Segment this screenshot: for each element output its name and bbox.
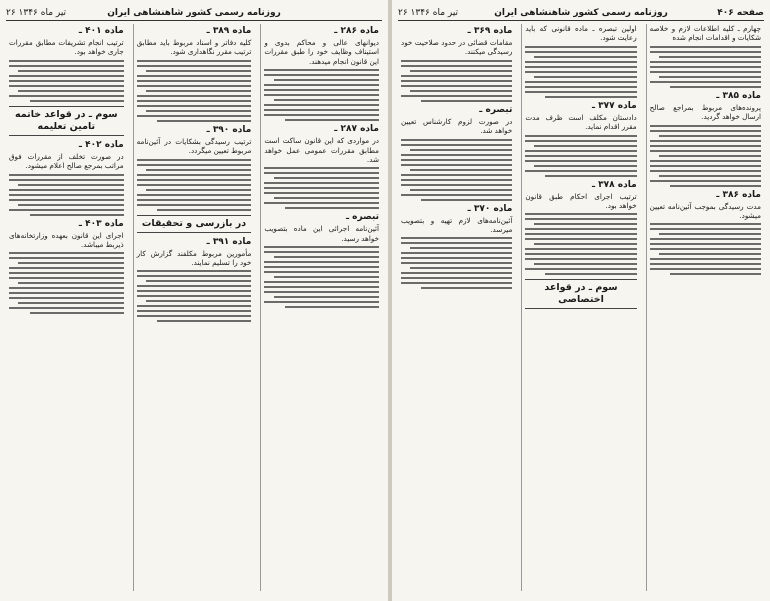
text-line (659, 155, 761, 157)
text-lines (650, 46, 761, 88)
text-line (659, 253, 761, 255)
text-line (9, 297, 124, 299)
text-line (650, 150, 761, 152)
text-line (9, 257, 124, 259)
text-line (650, 81, 761, 83)
article-heading: ماده ۳۷۰ ـ (467, 203, 513, 214)
text-line (525, 91, 636, 93)
text-line (525, 218, 636, 220)
text-lines (401, 139, 512, 201)
text-line (525, 155, 636, 157)
text-line (421, 100, 512, 102)
text-line (274, 296, 379, 298)
text-line (137, 85, 252, 87)
text-lines (650, 125, 761, 187)
text-line (137, 174, 252, 176)
text-line (525, 238, 636, 240)
text-lines (9, 174, 124, 216)
text-line (525, 258, 636, 260)
text-line (534, 76, 636, 78)
text-line (421, 287, 512, 289)
text-line (545, 273, 636, 275)
text-line (18, 302, 123, 304)
text-line (525, 170, 636, 172)
text-line (18, 70, 123, 72)
section-heading: در بازرسی و تحقیقات (137, 215, 252, 233)
text-line (137, 315, 252, 317)
text-line (264, 266, 379, 268)
text-line (401, 60, 512, 62)
article-heading: ماده ۲۸۶ ـ (334, 26, 379, 36)
article-heading: ماده ۳۷۷ ـ (591, 100, 637, 111)
left-page-column-3 (6, 24, 127, 591)
text-line (659, 233, 761, 235)
text-line (670, 86, 761, 88)
text-line (9, 85, 124, 87)
text-line (18, 184, 123, 186)
text-line (274, 256, 379, 258)
text-line (264, 114, 379, 116)
text-line (401, 242, 512, 244)
text-line (30, 100, 124, 102)
text-line (650, 223, 761, 225)
text-line (410, 90, 512, 92)
text-line (264, 286, 379, 288)
text-line (9, 75, 124, 77)
text-line (421, 199, 512, 201)
text-line (525, 150, 636, 152)
text-line (650, 180, 761, 182)
paragraph: در مواردی که این قانون ساکت است مطابق مقررات عمومی عمل خواهد شد. (264, 136, 379, 165)
article-heading: ماده ۳۷۸ ـ (591, 179, 637, 190)
text-line (401, 257, 512, 259)
text-line (401, 75, 512, 77)
article-heading: ماده ۳۸۶ ـ (716, 189, 761, 200)
paragraph: در صورت تخلف از مقررات فوق مراتب بمرجع صالح اعلام میشود. (8, 151, 124, 171)
text-line (650, 130, 761, 132)
text-line (659, 76, 761, 78)
text-line (650, 238, 761, 240)
text-line (264, 182, 379, 184)
text-line (137, 105, 252, 107)
text-line (525, 81, 636, 83)
text-line (650, 243, 761, 245)
text-line (401, 144, 512, 146)
text-line (30, 214, 124, 216)
right-page-column-1 (646, 24, 764, 591)
text-line (137, 275, 252, 277)
text-line (137, 290, 252, 292)
text-lines (525, 46, 636, 98)
right-page (392, 0, 770, 601)
text-line (9, 60, 124, 62)
text-line (525, 228, 636, 230)
text-line (650, 228, 761, 230)
paragraph: پرونده‌های مربوط بمراجع صالح ارسال خواهد گردید. (649, 102, 761, 122)
article-heading: ماده ۲۸۷ ـ (334, 124, 379, 135)
text-line (401, 139, 512, 141)
text-line (401, 184, 512, 186)
text-line (410, 267, 512, 269)
text-line (137, 100, 252, 102)
text-line (274, 99, 379, 101)
right-header-title: روزنامه رسمی کشور شاهنشاهی ایران (494, 8, 668, 18)
text-line (274, 79, 379, 81)
text-lines (401, 237, 512, 289)
text-line (401, 95, 512, 97)
text-line (525, 233, 636, 235)
text-line (401, 164, 512, 166)
text-line (9, 194, 124, 196)
text-line (545, 175, 636, 177)
text-line (545, 96, 636, 98)
text-lines (137, 159, 252, 211)
article-heading: تبصره ـ (345, 212, 379, 223)
article-heading: ماده ۴۰۱ ـ (78, 26, 124, 36)
paragraph: دادستان مکلف است ظرف مدت مقرر اقدام نماید. (525, 112, 637, 132)
text-line (264, 281, 379, 283)
text-line (30, 312, 124, 314)
article-heading: تبصره ـ (479, 104, 513, 115)
text-line (274, 197, 379, 199)
text-line (264, 89, 379, 91)
text-line (525, 135, 636, 137)
text-line (650, 145, 761, 147)
text-line (137, 184, 252, 186)
text-line (401, 154, 512, 156)
text-line (9, 209, 124, 211)
text-line (525, 253, 636, 255)
text-line (9, 252, 124, 254)
text-line (137, 164, 252, 166)
text-line (137, 80, 252, 82)
text-line (9, 80, 124, 82)
text-line (525, 268, 636, 270)
text-line (264, 84, 379, 86)
text-lines (9, 60, 124, 102)
text-line (137, 194, 252, 196)
right-page-column-3 (398, 24, 515, 591)
text-line (264, 261, 379, 263)
text-line (264, 301, 379, 303)
text-line (525, 213, 636, 215)
text-line (659, 175, 761, 177)
text-line (137, 115, 252, 117)
text-line (534, 243, 636, 245)
right-page-column-2 (521, 24, 639, 591)
text-line (9, 174, 124, 176)
text-line (401, 174, 512, 176)
text-line (650, 248, 761, 250)
text-line (401, 179, 512, 181)
text-line (157, 320, 251, 322)
text-line (525, 66, 636, 68)
left-page-column-1 (260, 24, 382, 591)
text-line (650, 125, 761, 127)
paragraph: ترتیب اجرای احکام طبق قانون خواهد بود. (525, 191, 637, 211)
text-line (650, 46, 761, 48)
text-lines (650, 223, 761, 275)
text-line (410, 169, 512, 171)
text-line (157, 120, 251, 122)
text-line (401, 262, 512, 264)
text-line (264, 251, 379, 253)
article-heading: ماده ۳۶۹ ـ (467, 26, 513, 36)
text-line (534, 145, 636, 147)
text-line (9, 272, 124, 274)
text-lines (137, 270, 252, 322)
text-line (137, 285, 252, 287)
article-heading: ماده ۴۰۳ ـ (78, 218, 124, 229)
text-line (146, 189, 251, 191)
text-line (410, 70, 512, 72)
text-lines (264, 69, 379, 121)
text-line (401, 80, 512, 82)
text-line (401, 194, 512, 196)
left-header-date: ۲۶ تیر ماه ۱۳۴۶ (6, 8, 67, 18)
text-line (264, 271, 379, 273)
text-line (534, 223, 636, 225)
text-line (401, 277, 512, 279)
text-line (650, 160, 761, 162)
paragraph: در صورت لزوم کارشناس تعیین خواهد شد. (401, 116, 513, 136)
text-line (659, 135, 761, 137)
text-line (650, 66, 761, 68)
text-line (146, 300, 251, 302)
text-line (146, 169, 251, 171)
paragraph: اولین تبصره ـ ماده قانونی که باید رعایت شود. (525, 24, 637, 43)
text-line (285, 119, 379, 121)
section-heading: سوم ـ در قواعد خاتمه تامین تعلیمه (9, 106, 124, 136)
text-line (285, 306, 379, 308)
article-heading: ماده ۳۸۵ ـ (716, 90, 761, 101)
text-line (9, 179, 124, 181)
text-lines (9, 252, 124, 314)
article-heading: ماده ۳۸۹ ـ (206, 26, 252, 36)
text-line (18, 204, 123, 206)
text-line (650, 165, 761, 167)
text-line (137, 310, 252, 312)
text-line (410, 247, 512, 249)
text-line (137, 270, 252, 272)
text-line (264, 291, 379, 293)
text-line (401, 272, 512, 274)
text-line (9, 189, 124, 191)
paragraph: چهارم ـ کلیه اطلاعات لازم و خلاصه شکایات و اقدامات انجام شده (649, 24, 761, 43)
text-line (650, 170, 761, 172)
text-line (650, 263, 761, 265)
text-line (650, 51, 761, 53)
text-line (650, 268, 761, 270)
text-line (137, 65, 252, 67)
text-line (264, 109, 379, 111)
text-line (146, 70, 251, 72)
text-line (264, 69, 379, 71)
text-line (9, 267, 124, 269)
text-line (525, 51, 636, 53)
right-columns (398, 24, 764, 591)
text-line (650, 140, 761, 142)
paragraph: ترتیب رسیدگی بشکایات در آئین‌نامه مربوط تعیین میگردد. (136, 136, 252, 156)
text-line (410, 149, 512, 151)
text-line (410, 189, 512, 191)
section-heading: سوم ـ در قواعد اختصاصی (525, 279, 636, 309)
text-line (525, 140, 636, 142)
text-line (137, 60, 252, 62)
paragraph: دیوانهای عالی و محاکم بدوی و استیناف وظایف خود را طبق مقررات این قانون انجام میدهند. (264, 38, 379, 66)
text-line (525, 71, 636, 73)
left-page-header (6, 6, 382, 21)
text-line (525, 160, 636, 162)
text-line (137, 295, 252, 297)
text-line (9, 199, 124, 201)
text-line (137, 199, 252, 201)
text-line (9, 287, 124, 289)
text-lines (264, 246, 379, 308)
text-line (137, 95, 252, 97)
text-lines (525, 135, 636, 177)
paragraph: ترتیب انجام تشریفات مطابق مقررات جاری خواهد بود. (8, 38, 124, 57)
text-line (534, 165, 636, 167)
text-line (264, 104, 379, 106)
paragraph: مأمورین مربوط مکلفند گزارش کار خود را تسلیم نمایند. (136, 248, 252, 268)
text-line (534, 263, 636, 265)
text-line (401, 65, 512, 67)
text-line (401, 252, 512, 254)
text-lines (264, 167, 379, 209)
paragraph: مقامات قضائی در حدود صلاحیت خود رسیدگی میکنند. (401, 38, 513, 57)
text-line (137, 305, 252, 307)
text-line (264, 172, 379, 174)
right-page-header (398, 6, 764, 21)
text-line (9, 277, 124, 279)
text-line (525, 86, 636, 88)
text-line (274, 177, 379, 179)
text-line (264, 94, 379, 96)
text-line (18, 90, 123, 92)
text-line (401, 85, 512, 87)
text-lines (401, 60, 512, 102)
text-line (137, 204, 252, 206)
text-line (650, 71, 761, 73)
article-heading: ماده ۳۹۱ ـ (206, 236, 252, 247)
text-line (525, 61, 636, 63)
text-lines (137, 60, 252, 122)
text-line (401, 237, 512, 239)
text-line (650, 61, 761, 63)
text-line (9, 95, 124, 97)
text-line (650, 258, 761, 260)
paragraph: آئین‌نامه اجرائی این ماده بتصویب خواهد رسید. (264, 224, 379, 243)
text-line (264, 187, 379, 189)
text-line (264, 192, 379, 194)
text-line (285, 207, 379, 209)
text-line (18, 282, 123, 284)
right-header-page-number: صفحه ۴۰۶ (717, 8, 764, 18)
paragraph: کلیه دفاتر و اسناد مربوط باید مطابق ترتیب مقرر نگاهداری شود. (136, 38, 252, 57)
text-line (9, 65, 124, 67)
text-line (274, 276, 379, 278)
text-line (401, 159, 512, 161)
left-page-column-2 (133, 24, 255, 591)
text-line (264, 167, 379, 169)
text-line (146, 90, 251, 92)
text-line (264, 74, 379, 76)
article-heading: ماده ۳۹۰ ـ (206, 124, 252, 135)
text-line (146, 280, 251, 282)
text-line (525, 46, 636, 48)
text-line (146, 110, 251, 112)
article-heading: ماده ۴۰۲ ـ (78, 139, 124, 150)
text-line (525, 248, 636, 250)
text-line (157, 209, 251, 211)
text-line (18, 262, 123, 264)
right-header-date: ۲۶ تیر ماه ۱۳۴۶ (398, 8, 459, 18)
paragraph: آئین‌نامه‌های لازم تهیه و بتصویب میرسد. (401, 215, 513, 235)
text-line (670, 273, 761, 275)
text-line (9, 292, 124, 294)
paragraph: مدت رسیدگی بموجب آئین‌نامه تعیین میشود. (649, 201, 761, 221)
text-line (401, 282, 512, 284)
text-line (670, 185, 761, 187)
text-line (9, 307, 124, 309)
left-header-title: روزنامه رسمی کشور شاهنشاهی ایران (107, 8, 281, 18)
text-line (534, 56, 636, 58)
text-line (137, 179, 252, 181)
text-line (137, 75, 252, 77)
text-line (659, 56, 761, 58)
text-line (264, 202, 379, 204)
text-line (264, 246, 379, 248)
paragraph: اجرای این قانون بعهده وزارتخانه‌های ذیربط میباشد. (8, 230, 124, 250)
text-lines (525, 213, 636, 275)
text-line (137, 159, 252, 161)
left-columns (6, 24, 382, 591)
